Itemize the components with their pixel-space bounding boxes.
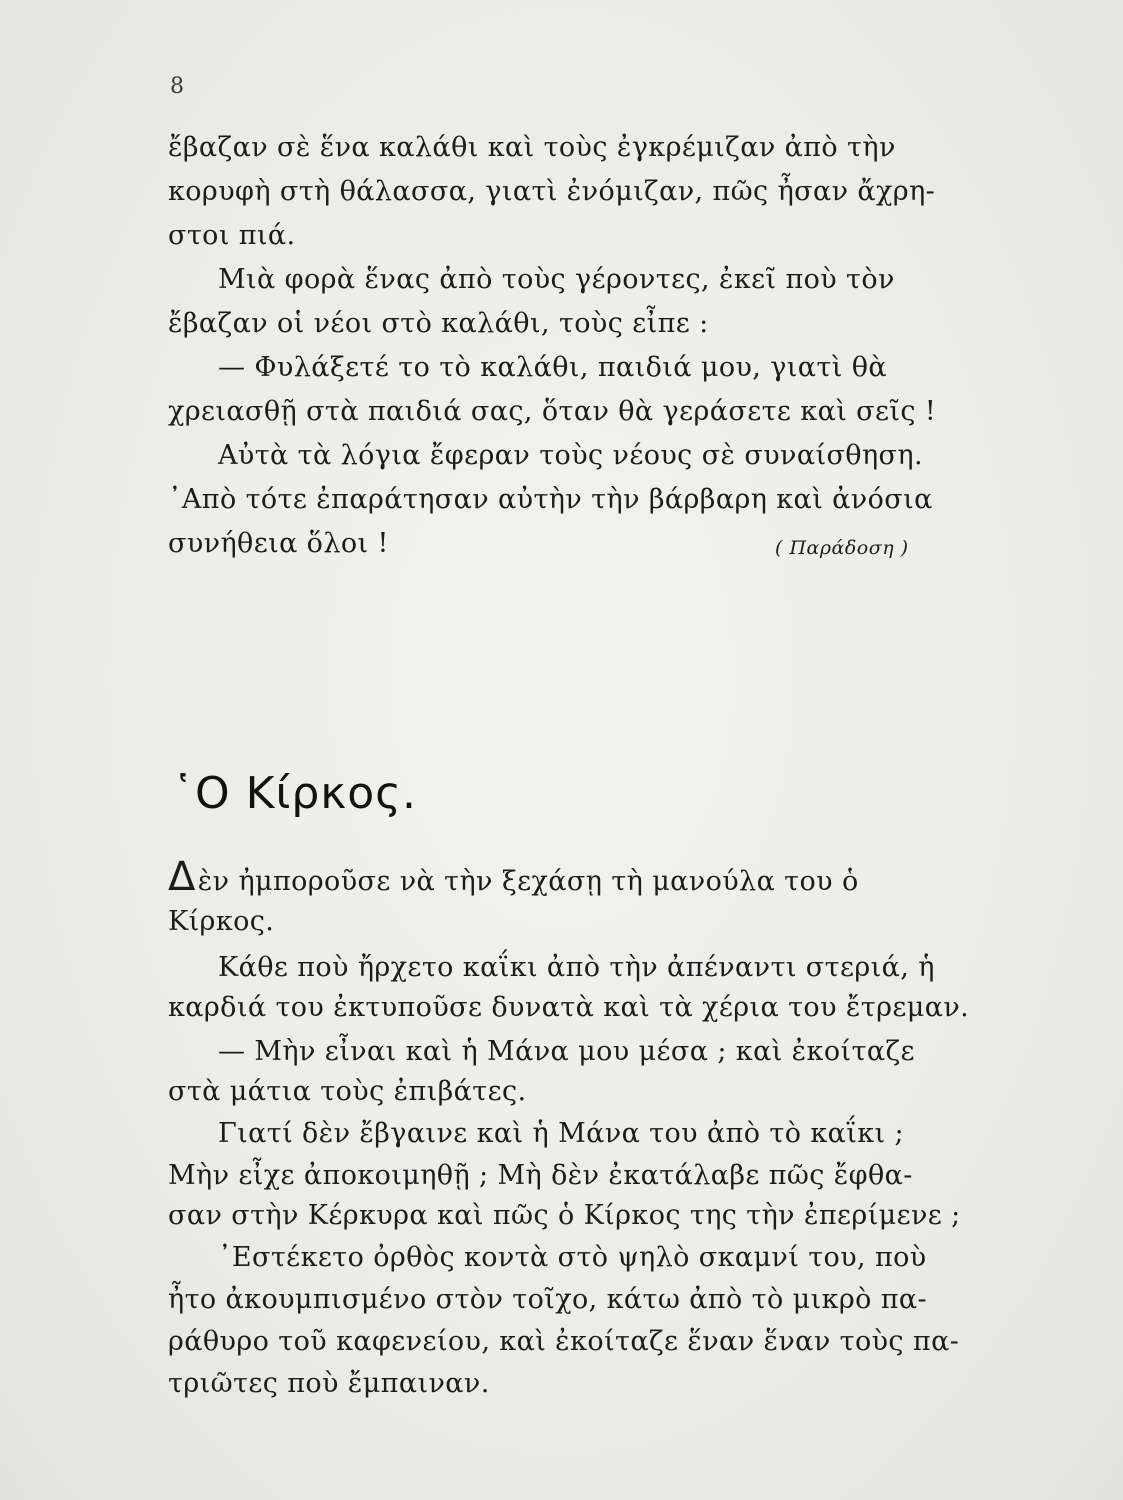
text-line: ᾿Απὸ τότε ἐπαράτησαν αὐτὴν τὴν βάρβαρη καὶ ἀνόσια [168,484,933,515]
text-line: ᾿Εστέκετο ὀρθὸς κοντὰ στὸ ψηλὸ σκαμνί του, ποὺ [218,1242,927,1273]
text-line: κορυφὴ στὴ θάλασσα, γιατὶ ἐνόμιζαν, πῶς ἦσαν ἄχρη- [168,176,936,207]
text-line: — Φυλάξετέ το τὸ καλάθι, παιδιά μου, γιατὶ θὰ [218,352,888,383]
first-line-text: ὲν ἠμποροῦσε νὰ τὴν ξεχάσῃ τὴ μανούλα του ὁ [197,866,859,897]
text-line: ράθυρο τοῦ καφενείου, καὶ ἐκοίταζε ἕναν ἕναν τοὺς πα- [168,1326,960,1357]
text-line: Μιὰ φορὰ ἕνας ἀπὸ τοὺς γέροντες, ἐκεῖ ποὺ τὸν [218,264,895,295]
text-line: Κίρκος. [168,906,275,937]
drop-cap: Δ [168,854,196,900]
text-line: ἔβαζαν οἱ νέοι στὸ καλάθι, τοὺς εἶπε : [168,308,709,339]
source-attribution: ( Παράδοση ) [775,537,909,559]
text-line: Μὴν εἶχε ἀποκοιμηθῇ ; Μὴ δὲν ἐκατάλαβε πῶς ἔφθα- [168,1160,913,1191]
chapter-title: ῾Ο Κίρκος. [172,768,417,819]
text-line: Κάθε ποὺ ἤρχετο καΐκι ἀπὸ τὴν ἀπέναντι στεριά, ἡ [218,952,935,983]
text-line: στὰ μάτια τοὺς ἐπιβάτες. [168,1076,527,1107]
text-line: τριῶτες ποὺ ἔμπαιναν. [168,1368,490,1399]
text-line: σαν στὴν Κέρκυρα καὶ πῶς ὁ Κίρκος της τὴν ἐπερίμενε ; [168,1200,961,1231]
text-line: καρδιά του ἐκτυποῦσε δυνατὰ καὶ τὰ χέρια του ἔτρεμαν. [168,992,970,1023]
text-line: Αὐτὰ τὰ λόγια ἔφεραν τοὺς νέους σὲ συναίσθηση. [218,440,923,471]
text-line: Γιατί δὲν ἔβγαινε καὶ ἡ Μάνα του ἀπὸ τὸ καΐκι ; [218,1118,904,1149]
text-line: — Μὴν εἶναι καὶ ἡ Μάνα μου μέσα ; καὶ ἐκοίταζε [218,1036,915,1067]
text-line: συνήθεια ὅλοι ! [168,528,389,559]
page-number: 8 [170,74,184,99]
text-line: χρειασθῇ στὰ παιδιά σας, ὅταν θὰ γεράσετε καὶ σεῖς ! [168,396,937,427]
text-line-first [168,854,859,902]
text-line: ἦτο ἀκουμπισμένο στὸν τοῖχο, κάτω ἀπὸ τὸ μικρὸ πα- [168,1284,928,1315]
text-line: στοι πιά. [168,220,296,251]
text-line: ἔβαζαν σὲ ἕνα καλάθι καὶ τοὺς ἐγκρέμιζαν ἀπὸ τὴν [168,132,896,163]
